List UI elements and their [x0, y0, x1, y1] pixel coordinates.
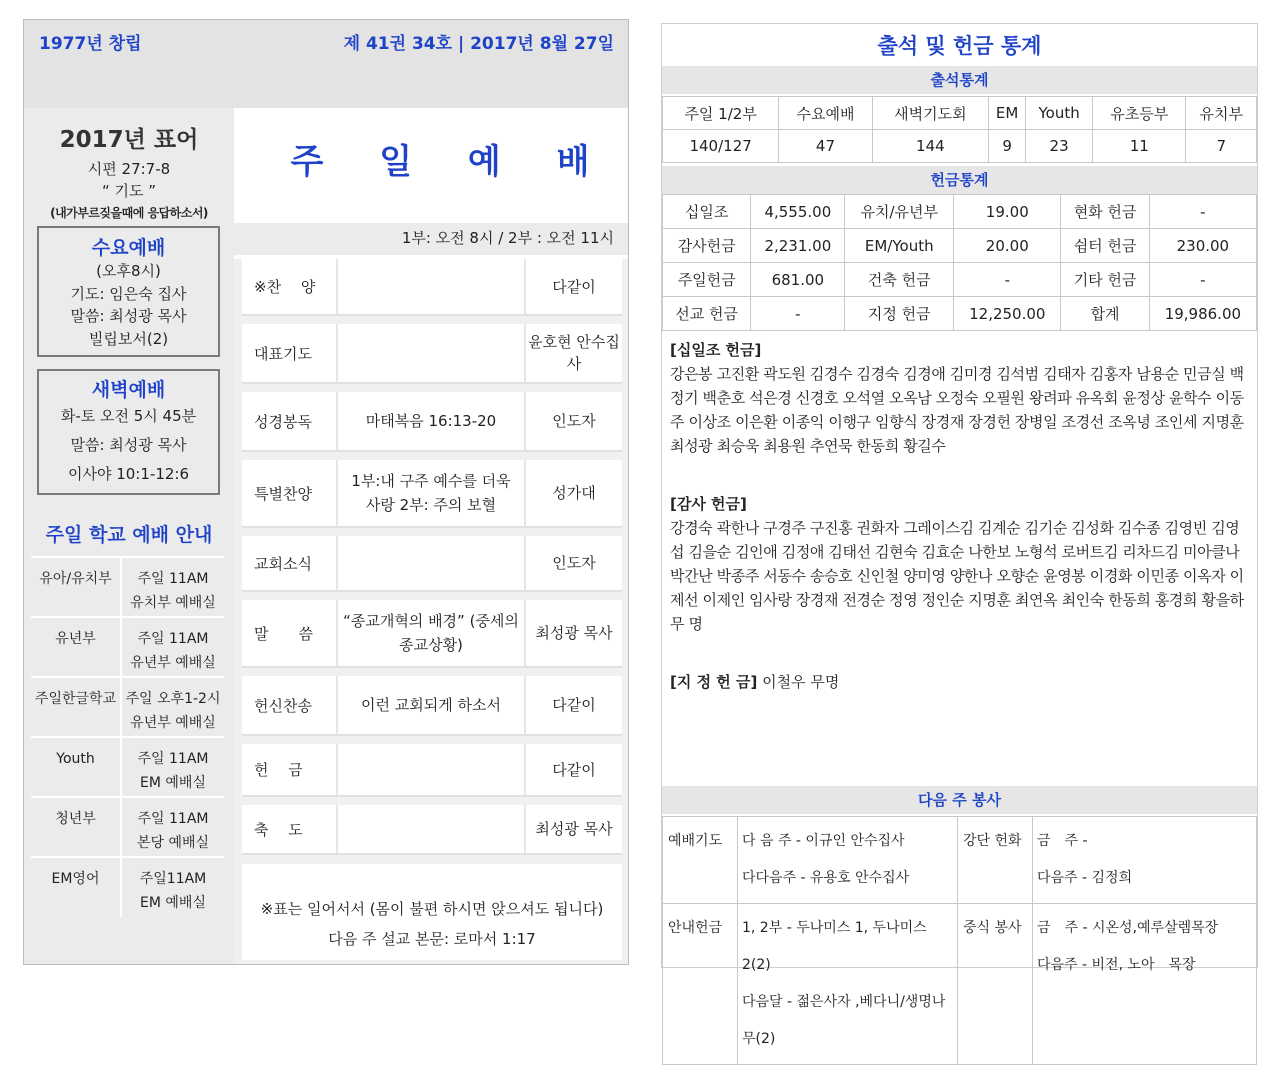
offering-cell: -: [751, 297, 845, 331]
order-item: 특별찬양: [242, 460, 338, 526]
next-week-table: [662, 816, 1257, 1065]
order-content: [338, 536, 526, 590]
order-leader: 성가대: [552, 484, 596, 502]
order-item: 헌신찬송: [242, 676, 338, 734]
stats-title: 출석 및 헌금 통계: [877, 34, 1042, 58]
order-item: 축 도: [242, 805, 338, 853]
serve-label: 안내헌금: [663, 904, 738, 1065]
order-content: “종교개혁의 배경” (중세의종교상황): [338, 600, 526, 666]
attendance-value: 11: [1093, 130, 1186, 163]
school-place: 본당 예배실: [136, 835, 210, 851]
attendance-section-label: 출석통계: [662, 66, 1257, 94]
order-item: 교회소식: [242, 536, 338, 590]
serve-label: 예배기도: [663, 817, 738, 904]
order-content: [338, 744, 526, 795]
table-row: [31, 857, 224, 917]
bulletin-front-page: [23, 19, 629, 965]
offering-cell: 쉼터 헌금: [1061, 229, 1149, 263]
school-name: 유아/유치부: [31, 557, 121, 617]
attendance-value: 47: [779, 130, 872, 163]
offering-cell: -: [954, 263, 1061, 297]
school-time-place: [121, 857, 224, 917]
issue-text: 제 41권 34호 | 2017년 8월 27일: [343, 34, 614, 54]
school-place: 유년부 예배실: [130, 715, 216, 731]
offering-cell: 230.00: [1149, 229, 1256, 263]
school-name: Youth: [31, 737, 121, 797]
table-row: [31, 617, 224, 677]
order-leader: 인도자: [552, 554, 596, 572]
bulletin-header: [24, 20, 628, 108]
school-place: EM 예배실: [140, 895, 206, 911]
attendance-value: 7: [1186, 130, 1257, 163]
school-time-place: [121, 677, 224, 737]
serve-value: [738, 904, 958, 1065]
order-row: [242, 536, 622, 592]
next-week-section-label: 다음 주 봉사: [662, 786, 1257, 814]
school-time-place: [121, 797, 224, 857]
school-name: 청년부: [31, 797, 121, 857]
order-leader: 최성광 목사: [535, 624, 613, 642]
attendance-header: 새벽기도회: [872, 97, 988, 130]
table-row: [31, 677, 224, 737]
order-item: ※찬 양: [242, 259, 338, 314]
usher-this: 1, 2부 - 두나미스 1, 두나미스 2(2): [742, 920, 927, 973]
designated-heading: [지 정 헌 금]: [670, 673, 758, 691]
order-row: [242, 744, 622, 797]
school-time: 주일 11AM: [137, 751, 209, 767]
order-leader: 인도자: [552, 412, 596, 430]
school-time: 주일 오후1-2시: [125, 691, 221, 707]
worship-order-panel: [234, 108, 628, 964]
thanks-names: 강경숙 곽한나 구경주 구진홍 권화자 그레이스김 김계순 김기순 김성화 김수종 김영빈 김영섭 김을순 김인애 김정애 김태선 김현숙 김효순 나한보 노형석 로버트김 리차드김 미아클나 박간난 박종주 서동수 송승호 신인철 양미영 양한나 오향순 윤영봉 이경화 이민종 이옥자 이제선 이제인 임사랑 장경재 전경순 정영 정인순 지명훈 최연옥 최인숙 한동희 홍경희 황을하 무 명: [670, 519, 1244, 633]
next-sermon-text: 다음 주 설교 본문: 로마서 1:17: [328, 930, 536, 948]
order-row: [242, 392, 622, 452]
attendance-value: 9: [989, 130, 1026, 163]
order-item: 헌 금: [242, 744, 338, 795]
offering-names: [670, 338, 1252, 694]
offering-cell: -: [1149, 195, 1256, 229]
bulletin-stats-page: [661, 23, 1258, 1047]
order-leader: 윤호현 안수집사: [528, 333, 620, 373]
founded-text: 1977년 창립: [39, 34, 142, 54]
school-time-place: [121, 557, 224, 617]
dawn-time: 화-토 오전 5시 45분: [60, 407, 197, 425]
wednesday-scripture: 빌립보서(2): [88, 329, 169, 348]
school-name: 유년부: [31, 617, 121, 677]
school-place: 유치부 예배실: [130, 595, 216, 611]
motto-subtitle: (내가부르짖을때에 응답하소서): [50, 206, 208, 220]
wednesday-sermon: 말씀: 최성광 목사: [70, 307, 187, 325]
serve-value: [1033, 817, 1257, 904]
wednesday-service-box: [37, 226, 220, 357]
serve-label: 강단 헌화: [958, 817, 1033, 904]
order-content: [338, 259, 526, 314]
prayer-next: 다 음 주 - 이규인 안수집사: [742, 833, 905, 849]
year-motto: [24, 108, 234, 220]
tithe-names: 강은봉 고진환 곽도원 김경수 김경숙 김경애 김미경 김석범 김태자 김홍자 남용순 민금실 백정기 백춘호 석은경 신경호 오석열 오옥남 오정숙 오필원 왕려파 유옥회 윤정상 윤학수 이동주 이상조 이은환 이종익 이행구 임향식 장경재 장경헌 장병일 조경선 조옥녕 조인세 지명훈 최성광 최승욱 최용원 추연묵 한동희 황길수: [670, 365, 1244, 455]
attendance-header: 주일 1/2부: [663, 97, 779, 130]
lunch-this: 금 주 - 시온성,예루살렘목장: [1037, 920, 1219, 936]
order-leader: 다같이: [552, 696, 596, 714]
offering-cell: 2,231.00: [751, 229, 845, 263]
wednesday-prayer: 기도: 임은숙 집사: [70, 284, 187, 303]
sunday-school-title: 주일 학교 예배 안내: [45, 524, 213, 546]
offering-cell: 19.00: [954, 195, 1061, 229]
sunday-school-table: [31, 556, 224, 917]
attendance-table: [662, 96, 1257, 163]
dawn-scripture: 이사야 10:1-12:6: [67, 465, 190, 483]
flower-this: 금 주 -: [1037, 833, 1088, 849]
table-row: [663, 195, 1257, 229]
order-row: [242, 600, 622, 668]
attendance-header: Youth: [1026, 97, 1093, 130]
offering-cell: 주일헌금: [663, 263, 751, 297]
table-row: [31, 737, 224, 797]
school-time: 주일11AM: [139, 871, 207, 887]
table-row: [663, 263, 1257, 297]
tithe-heading: [십일조 헌금]: [670, 341, 762, 359]
order-item: 대표기도: [242, 324, 338, 382]
school-time-place: [121, 617, 224, 677]
order-leader: 다같이: [552, 760, 596, 779]
offering-cell: 기타 헌금: [1061, 263, 1149, 297]
attendance-value: 23: [1026, 130, 1093, 163]
attendance-header: 유초등부: [1093, 97, 1186, 130]
order-row: [242, 460, 622, 528]
usher-next: 다음달 - 젊은사자 ,베다니/생명나무(2): [742, 994, 946, 1047]
order-content: 마태복음 16:13-20: [338, 392, 526, 450]
offering-cell: 선교 헌금: [663, 297, 751, 331]
serve-value: [738, 817, 958, 904]
school-time: 주일 11AM: [137, 571, 209, 587]
designated-names: 이철우 무명: [762, 673, 840, 691]
school-time-place: [121, 737, 224, 797]
attendance-value: 140/127: [663, 130, 779, 163]
table-row: [31, 557, 224, 617]
worship-note: [242, 864, 622, 960]
lunch-next: 다음주 - 비전, 노아 목장: [1037, 957, 1196, 973]
attendance-value: 144: [872, 130, 988, 163]
wednesday-time: (오후8시): [96, 262, 161, 280]
order-row: [242, 259, 622, 316]
offering-cell: 지정 헌금: [845, 297, 954, 331]
order-content: [338, 805, 526, 853]
school-place: 유년부 예배실: [130, 655, 216, 671]
offering-cell: 4,555.00: [751, 195, 845, 229]
order-content: 1부:내 구주 예수를 더욱 사랑 2부: 주의 보혈: [338, 460, 526, 526]
table-row: [663, 817, 1257, 904]
school-name: EM영어: [31, 857, 121, 917]
wednesday-title: 수요예배: [91, 237, 166, 259]
offering-cell: 20.00: [954, 229, 1061, 263]
motto-year: 2017년 표어: [59, 127, 199, 153]
table-row: [31, 797, 224, 857]
order-item: 성경봉독: [242, 392, 338, 450]
order-row: [242, 805, 622, 855]
table-row: [663, 229, 1257, 263]
order-content: [338, 324, 526, 382]
order-row: [242, 324, 622, 384]
worship-order-list: [234, 259, 628, 964]
offering-cell: 건축 헌금: [845, 263, 954, 297]
offering-cell: 12,250.00: [954, 297, 1061, 331]
offering-cell: 감사헌금: [663, 229, 751, 263]
table-row: [663, 297, 1257, 331]
offering-cell: 현화 헌금: [1061, 195, 1149, 229]
table-row: [663, 904, 1257, 1065]
flower-next: 다음주 - 김정희: [1037, 870, 1133, 886]
motto-reference: 시편 27:7-8: [87, 160, 171, 178]
attendance-header-row: [663, 97, 1257, 130]
dawn-service-box: [37, 369, 220, 495]
standing-note: ※표는 일어서서 (몸이 불편 하시면 앉으셔도 됩니다): [260, 900, 604, 918]
school-time: 주일 11AM: [137, 631, 209, 647]
offering-cell: 십일조: [663, 195, 751, 229]
order-row: [242, 676, 622, 736]
dawn-title: 새벽예배: [91, 379, 166, 401]
offering-cell: 19,986.00: [1149, 297, 1256, 331]
sidebar: [24, 108, 234, 964]
order-leader: 최성광 목사: [535, 820, 613, 838]
attendance-header: 수요예배: [779, 97, 872, 130]
offering-section-label: 헌금통계: [662, 166, 1257, 194]
attendance-header: EM: [989, 97, 1026, 130]
offering-cell: 681.00: [751, 263, 845, 297]
offering-cell: 합계: [1061, 297, 1149, 331]
prayer-after-next: 다다음주 - 유용호 안수집사: [742, 870, 910, 886]
offering-cell: 유치/유년부: [845, 195, 954, 229]
offering-table: [662, 194, 1257, 331]
serve-value: [1033, 904, 1257, 1065]
order-leader: 다같이: [552, 277, 596, 296]
attendance-value-row: [663, 130, 1257, 163]
thanks-heading: [감사 헌금]: [670, 495, 747, 513]
serve-label: 중식 봉사: [958, 904, 1033, 1065]
worship-title: 주 일 예 배: [290, 142, 612, 182]
designated-line: [670, 670, 1252, 694]
school-place: EM 예배실: [140, 775, 206, 791]
school-time: 주일 11AM: [137, 811, 209, 827]
motto-word: “ 기도 ”: [101, 182, 157, 200]
worship-times: 1부: 오전 8시 / 2부 : 오전 11시: [234, 223, 628, 255]
offering-cell: EM/Youth: [845, 229, 954, 263]
school-name: 주일한글학교: [31, 677, 121, 737]
order-content: 이런 교회되게 하소서: [338, 676, 526, 734]
order-item: 말 씀: [242, 600, 338, 666]
dawn-sermon: 말씀: 최성광 목사: [70, 436, 187, 454]
attendance-header: 유치부: [1186, 97, 1257, 130]
offering-cell: -: [1149, 263, 1256, 297]
